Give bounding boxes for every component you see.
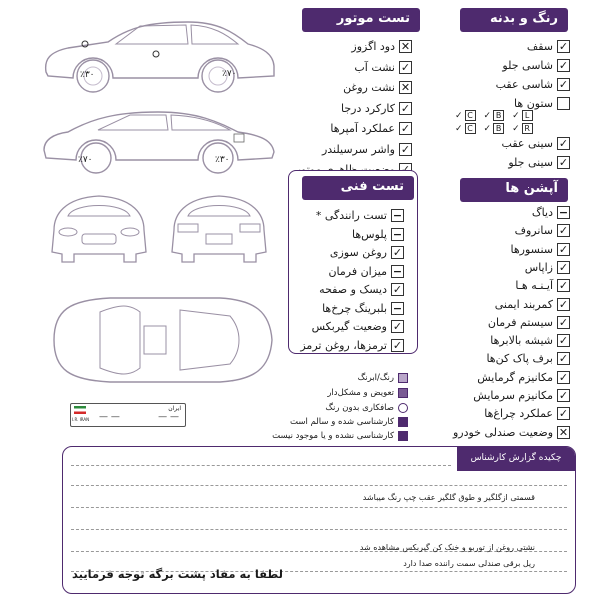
checklist-item[interactable]: [511, 241, 571, 258]
checklist-item[interactable]: [300, 337, 404, 354]
checkbox[interactable]: ✓: [558, 156, 569, 169]
checkbox[interactable]: −: [392, 301, 403, 315]
checklist-label: پلوس‌ها: [352, 227, 387, 241]
checklist-item[interactable]: [473, 387, 570, 404]
checklist-label: زاپاس: [524, 260, 553, 274]
checkbox[interactable]: ✓: [558, 297, 569, 311]
checkbox[interactable]: ✕: [400, 81, 411, 94]
checklist-label: سیستم فرمان: [487, 315, 553, 329]
checkbox[interactable]: ✓: [400, 122, 411, 135]
pillar-row-right: [455, 123, 533, 134]
checkbox[interactable]: ✓: [400, 101, 411, 115]
checklist-label: سقف: [526, 40, 553, 53]
checklist-label: دیسک و صفحه: [319, 283, 387, 296]
pillar-b-left[interactable]: ✓ B: [484, 110, 505, 121]
pillar-c-left[interactable]: ✓ C: [455, 110, 476, 121]
legend-item: رنگ/ابرنگ: [358, 373, 408, 383]
checklist-item[interactable]: [496, 76, 570, 93]
checkbox[interactable]: ✕: [400, 40, 411, 53]
checklist-item[interactable]: [322, 300, 404, 317]
tire-rear-right-label: ٪۷۰: [78, 155, 93, 165]
report-line: [71, 507, 567, 508]
checklist-item[interactable]: [352, 226, 404, 243]
checklist-label: کمربند ایمنی: [494, 297, 553, 311]
checklist-item[interactable]: [343, 79, 412, 96]
car-rear-diagram: [164, 190, 274, 270]
pillar-b-right[interactable]: ✓ B: [484, 123, 505, 134]
checklist-label: نشت آب: [354, 60, 395, 74]
checklist-label: کارکرد درجا: [341, 101, 395, 115]
legend-item: تعویض و مشکل‌دار: [327, 388, 408, 398]
checkbox[interactable]: ✓: [558, 370, 569, 384]
checkbox[interactable]: ✓: [392, 338, 403, 352]
checkbox[interactable]: ✓: [392, 246, 403, 259]
checkbox[interactable]: ✓: [558, 334, 569, 348]
checklist-label: شاسی جلو: [502, 59, 553, 72]
footer-note: لطفا به مفاد پشت برگه توجه فرمایید: [72, 567, 283, 581]
plate-dashes-left: — —: [99, 412, 120, 422]
checklist-item[interactable]: [328, 263, 404, 280]
checkbox[interactable]: ✓: [558, 315, 569, 329]
checklist-label: وضعیت گیربکس: [311, 320, 387, 333]
checklist-label: عملکرد چراغ‌ها: [484, 407, 553, 421]
checklist-label: ستون ها: [514, 97, 553, 110]
plate-country: I.R. IRAN: [72, 417, 90, 422]
checkbox[interactable]: ✕: [558, 425, 569, 439]
pillar-a-left[interactable]: ✓ L: [512, 110, 533, 121]
legend-swatch: [398, 431, 408, 441]
car-top-diagram: [40, 292, 280, 388]
checklist-label: مکانیزم گرمایش: [477, 370, 553, 384]
plate-region: ایران: [168, 405, 181, 412]
checklist-item[interactable]: [532, 204, 570, 221]
checkbox[interactable]: ✓: [558, 59, 569, 72]
checklist-label: تست رانندگی *: [315, 209, 387, 222]
checklist-label: آیـنـه هـا: [515, 279, 553, 293]
checklist-item[interactable]: [527, 38, 570, 55]
checklist-label: مکانیزم سرمایش: [473, 389, 553, 402]
checklist-label: دیاگ: [531, 206, 553, 219]
checklist-label: روغن سوزی: [329, 246, 387, 259]
checkbox[interactable]: ✓: [558, 40, 569, 53]
checkbox[interactable]: ✓: [392, 320, 403, 333]
checklist-item[interactable]: [515, 277, 570, 294]
checklist-label: سینی عقب: [501, 137, 553, 150]
pillar-row-left: [455, 110, 533, 121]
checklist-item[interactable]: [502, 135, 570, 152]
checklist-label: نشت روغن: [343, 81, 395, 94]
tire-rear-left-label: ٪۳۰: [80, 70, 95, 80]
report-line: [71, 485, 567, 486]
checklist-label: عملکرد آمپرها: [330, 122, 395, 135]
checklist-item[interactable]: [508, 154, 570, 171]
checkbox[interactable]: ✓: [400, 142, 411, 156]
checkbox[interactable]: −: [392, 209, 403, 222]
engine-test-header: تست موتور: [302, 8, 420, 32]
checklist-item[interactable]: [316, 207, 404, 224]
checklist-label: شیشه بالابرها: [490, 334, 553, 348]
checkbox[interactable]: ✓: [558, 352, 569, 366]
legend-item: کارشناسی نشده و یا موجود نیست: [272, 431, 408, 441]
checklist-item[interactable]: [319, 281, 404, 298]
license-plate: [70, 403, 186, 427]
report-text-2: نشتی روغن از توربو و خنک کن گیربکس مشاهده شد: [359, 543, 535, 552]
checklist-label: برف پاک کن‌ها: [486, 352, 553, 366]
checkbox[interactable]: −: [392, 264, 403, 278]
checklist-label: دود اگزوز: [351, 40, 395, 53]
checklist-label: ترمزها، روغن ترمز: [300, 338, 387, 352]
checkbox[interactable]: ✓: [400, 60, 411, 74]
expert-report-header: چکیده گزارش کارشناس: [457, 447, 575, 471]
checkbox[interactable]: −: [558, 206, 569, 219]
legend-item: صافکاری بدون رنگ: [325, 403, 408, 413]
plate-dashes-right: — —: [158, 412, 179, 422]
checkbox[interactable]: ✓: [558, 78, 569, 91]
checkbox[interactable]: ✓: [558, 137, 569, 150]
tire-front-right-label: ٪۳۰: [215, 155, 230, 165]
report-line: [71, 529, 567, 530]
car-side-right-diagram: [38, 108, 278, 178]
legend-item: کارشناسی شده و سالم است: [290, 417, 408, 427]
legend-swatch: [398, 373, 408, 383]
checklist-label: سنسورها: [510, 242, 553, 256]
checklist-item[interactable]: [515, 222, 570, 239]
checklist-label: شاسی عقب: [495, 78, 553, 91]
checklist-label: وضعیت صندلی خودرو: [452, 425, 553, 439]
plate-flag: [74, 406, 86, 414]
checklist-item[interactable]: [484, 405, 570, 422]
checkbox[interactable]: ✓: [558, 224, 569, 238]
checklist-item[interactable]: [354, 59, 412, 76]
checklist-item[interactable]: [525, 259, 570, 276]
checklist-item[interactable]: [330, 244, 404, 261]
checkbox[interactable]: [557, 97, 570, 110]
technical-test-header: تست فنی: [302, 176, 414, 200]
checklist-item[interactable]: [490, 332, 570, 349]
report-line: [71, 465, 451, 466]
checklist-item[interactable]: [330, 120, 412, 137]
options-header: آپشن ها: [460, 178, 568, 202]
checklist-item[interactable]: [322, 141, 412, 158]
checklist-item[interactable]: [486, 350, 570, 367]
checklist-label: واشر سرسیلندر: [321, 142, 395, 156]
report-text-1: قسمتی ازگلگیر و طوق گلگیر عقب چپ رنگ میباشد: [362, 493, 535, 502]
checklist-item[interactable]: [495, 296, 570, 313]
checklist-label: سانروف: [514, 224, 553, 238]
checklist-item[interactable]: [453, 424, 570, 441]
checkbox[interactable]: ✓: [558, 279, 569, 293]
checklist-item[interactable]: [477, 369, 570, 386]
legend-swatch: [398, 403, 408, 413]
checkbox[interactable]: ✓: [392, 283, 403, 296]
checklist-item[interactable]: [312, 318, 404, 335]
pillar-a-right[interactable]: ✓ R: [512, 123, 533, 134]
car-side-left-diagram: [38, 14, 278, 104]
checklist-label: میزان فرمان: [328, 264, 387, 278]
body-color-header: رنگ و بدنه: [460, 8, 568, 32]
pillar-c-right[interactable]: ✓ C: [455, 123, 476, 134]
report-text-3: ریل برقی صندلی سمت راننده صدا دارد: [403, 559, 535, 568]
car-front-diagram: [44, 190, 154, 270]
checkbox[interactable]: ✓: [558, 260, 569, 274]
checklist-item[interactable]: [351, 38, 412, 55]
checklist-item[interactable]: [488, 314, 570, 331]
legend-swatch: [398, 417, 408, 427]
checkbox[interactable]: ✓: [558, 389, 569, 402]
checklist-label: سینی جلو: [508, 156, 553, 169]
checklist-item[interactable]: [341, 100, 412, 117]
checkbox[interactable]: ✓: [558, 242, 569, 256]
checkbox[interactable]: ✓: [558, 407, 569, 421]
checkbox[interactable]: −: [392, 227, 403, 241]
tire-front-left-label: ٪۷۰: [222, 69, 237, 79]
legend-swatch: [398, 388, 408, 398]
checklist-item[interactable]: [502, 57, 570, 74]
checklist-label: بلبرینگ چرخ‌ها: [322, 301, 387, 315]
